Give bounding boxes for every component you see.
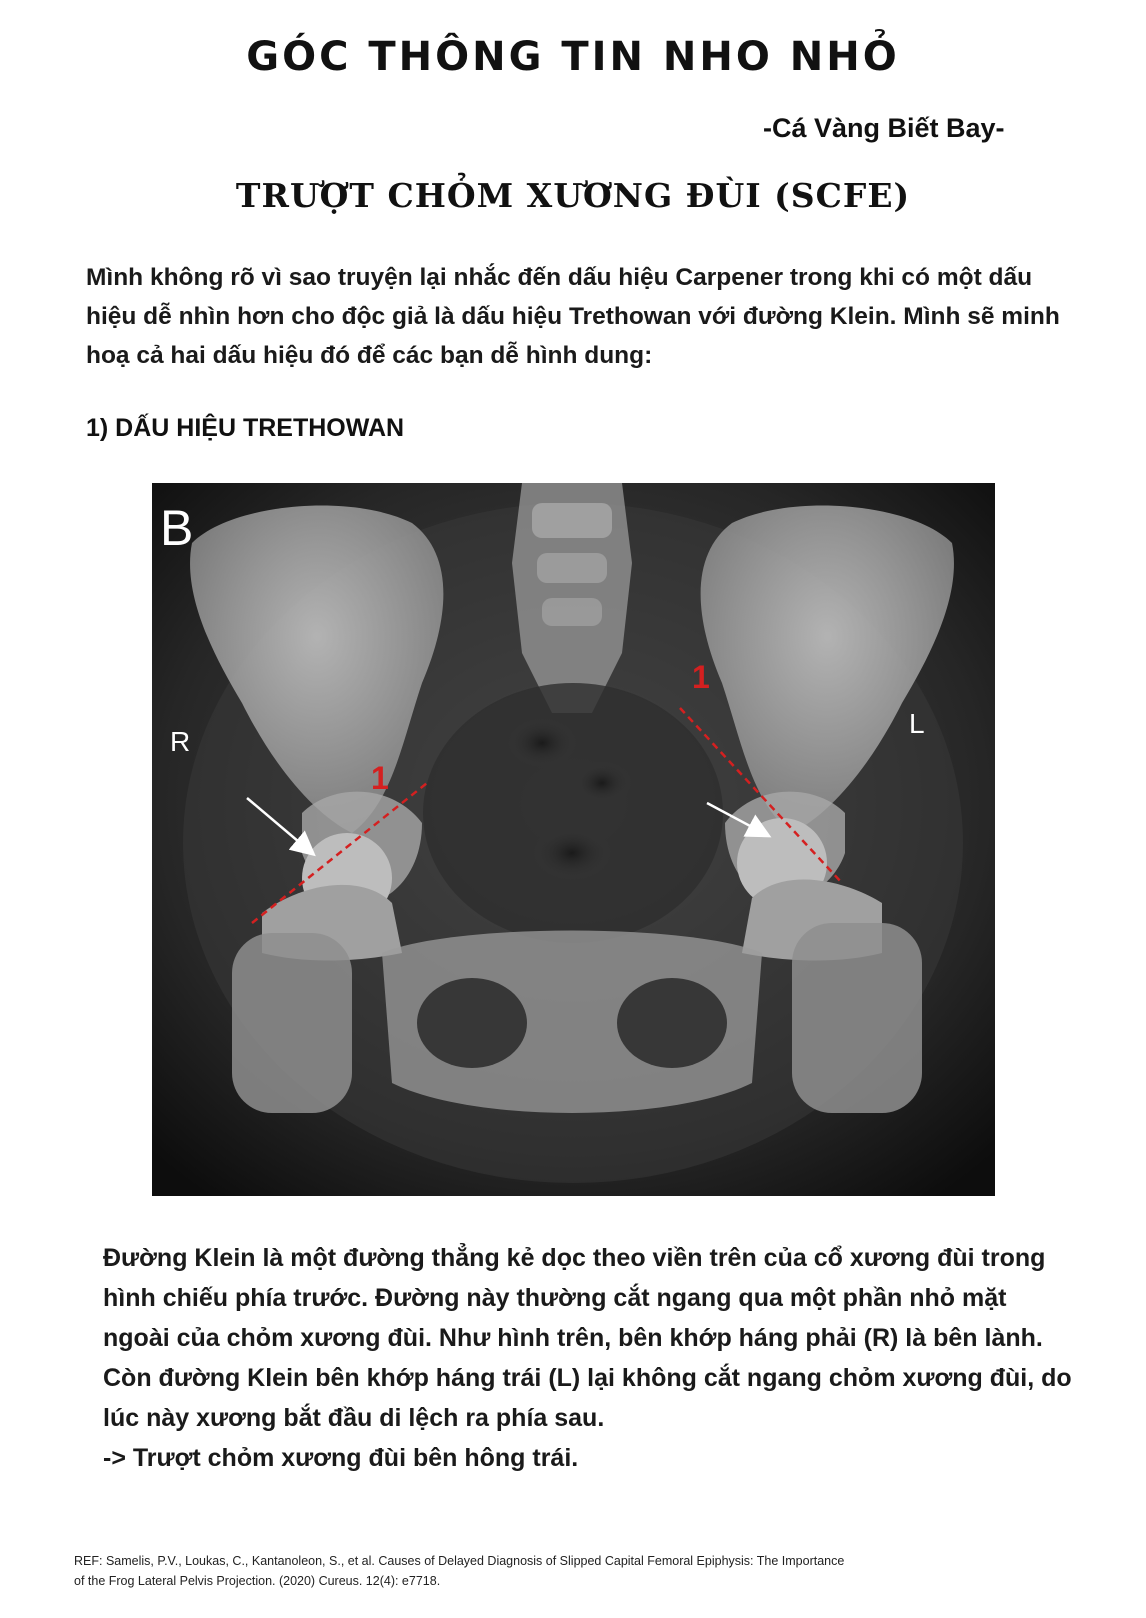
page-header-title: GÓC THÔNG TIN NHO NHỎ xyxy=(246,34,900,80)
reference-line-1: REF: Samelis, P.V., Loukas, C., Kantanoleon, S., et al. Causes of Delayed Diagnosis of Slipped Capital Femoral Epiphysis: The Importance xyxy=(74,1554,845,1568)
author-credit: -Cá Vàng Biết Bay- xyxy=(763,113,1005,143)
intro-paragraph: Mình không rõ vì sao truyện lại nhắc đến dấu hiệu Carpener trong khi có một dấu hiệu dễ nhìn hơn cho độc giả là dấu hiệu Trethowan với đường Klein. Mình sẽ minh hoạ cả hai dấu hiệu đó để các bạn dễ hình dung: xyxy=(86,264,1060,369)
conclusion-line: -> Trượt chỏm xương đùi bên hông trái. xyxy=(103,1444,579,1472)
article-title: TRƯỢT CHỎM XƯƠNG ĐÙI (SCFE) xyxy=(235,176,911,215)
explanation-block xyxy=(103,1238,1073,1478)
explanation-paragraph: Đường Klein là một đường thẳng kẻ dọc theo viền trên của cổ xương đùi trong hình chiếu phía trước. Đường này thường cắt ngang qua một phần nhỏ mặt ngoài của chỏm xương đùi. Như hình trên, bên khớp háng phải (R) là bên lành. Còn đường Klein bên khớp háng trái (L) lại không cắt ngang chỏm xương đùi, do lúc này xương bắt đầu di lệch ra phía sau. xyxy=(103,1244,1072,1432)
left-side-label: L xyxy=(909,708,925,739)
klein-marker-right: 1 xyxy=(371,760,389,796)
section-heading: 1) DẤU HIỆU TRETHOWAN xyxy=(86,414,405,442)
right-side-label: R xyxy=(170,726,191,757)
reference-line-2: of the Frog Lateral Pelvis Projection. (2020) Cureus. 12(4): e7718. xyxy=(74,1574,441,1588)
klein-marker-left: 1 xyxy=(692,659,710,695)
right-obturator-foramen xyxy=(417,978,527,1068)
pelvis-xray-figure xyxy=(152,483,995,1196)
panel-label: B xyxy=(160,500,194,556)
left-obturator-foramen xyxy=(617,978,727,1068)
reference-citation xyxy=(74,1551,1074,1591)
